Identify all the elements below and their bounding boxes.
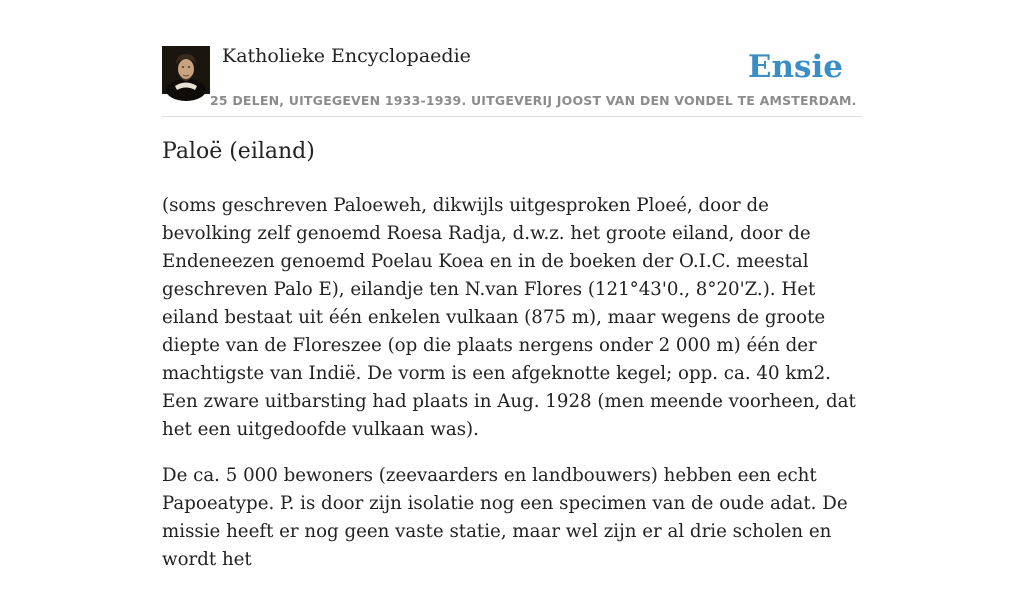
brand-logo-link[interactable]: Ensie: [747, 49, 843, 85]
article-title: Paloë (eiland): [162, 139, 315, 164]
publication-avatar[interactable]: [162, 46, 210, 94]
portrait-avatar-icon: [162, 46, 210, 94]
article-body: [162, 192, 864, 592]
article-paragraph: (soms geschreven Paloeweh, dikwijls uitgesproken Ploeé, door de bevolking zelf genoemd Roesa Radja, d.w.z. het groote eiland, door de Endeneezen genoemd Poelau Koea en in de boeken der O.I.C. meestal geschreven Palo E), eilandje ten N.van Flores (121°43'0., 8°20'Z.). Het eiland bestaat uit één enkelen vulkaan (875 m), maar wegens de groote diepte van de Floreszee (op die plaats nergens onder 2 000 m) één der machtigste van Indië. De vorm is een afgeknotte kegel; opp. ca. 40 km2. Een zware uitbarsting had plaats in Aug. 1928 (men meende voorheen, dat het een uitgedoofde vulkaan was).: [162, 195, 856, 440]
site-header: [162, 42, 862, 117]
article-paragraph: De ca. 5 000 bewoners (zeevaarders en landbouwers) hebben een echt Papoeatype. P. is door zijn isolatie nog een specimen van de oude adat. De missie heeft er nog geen vaste statie, maar wel zijn er al drie scholen en wordt het: [162, 465, 848, 570]
publication-subtitle: 25 DELEN, UITGEGEVEN 1933-1939. UITGEVERIJ JOOST VAN DEN VONDEL TE AMSTERDAM.: [210, 93, 857, 108]
publication-title[interactable]: Katholieke Encyclopaedie: [222, 45, 471, 67]
